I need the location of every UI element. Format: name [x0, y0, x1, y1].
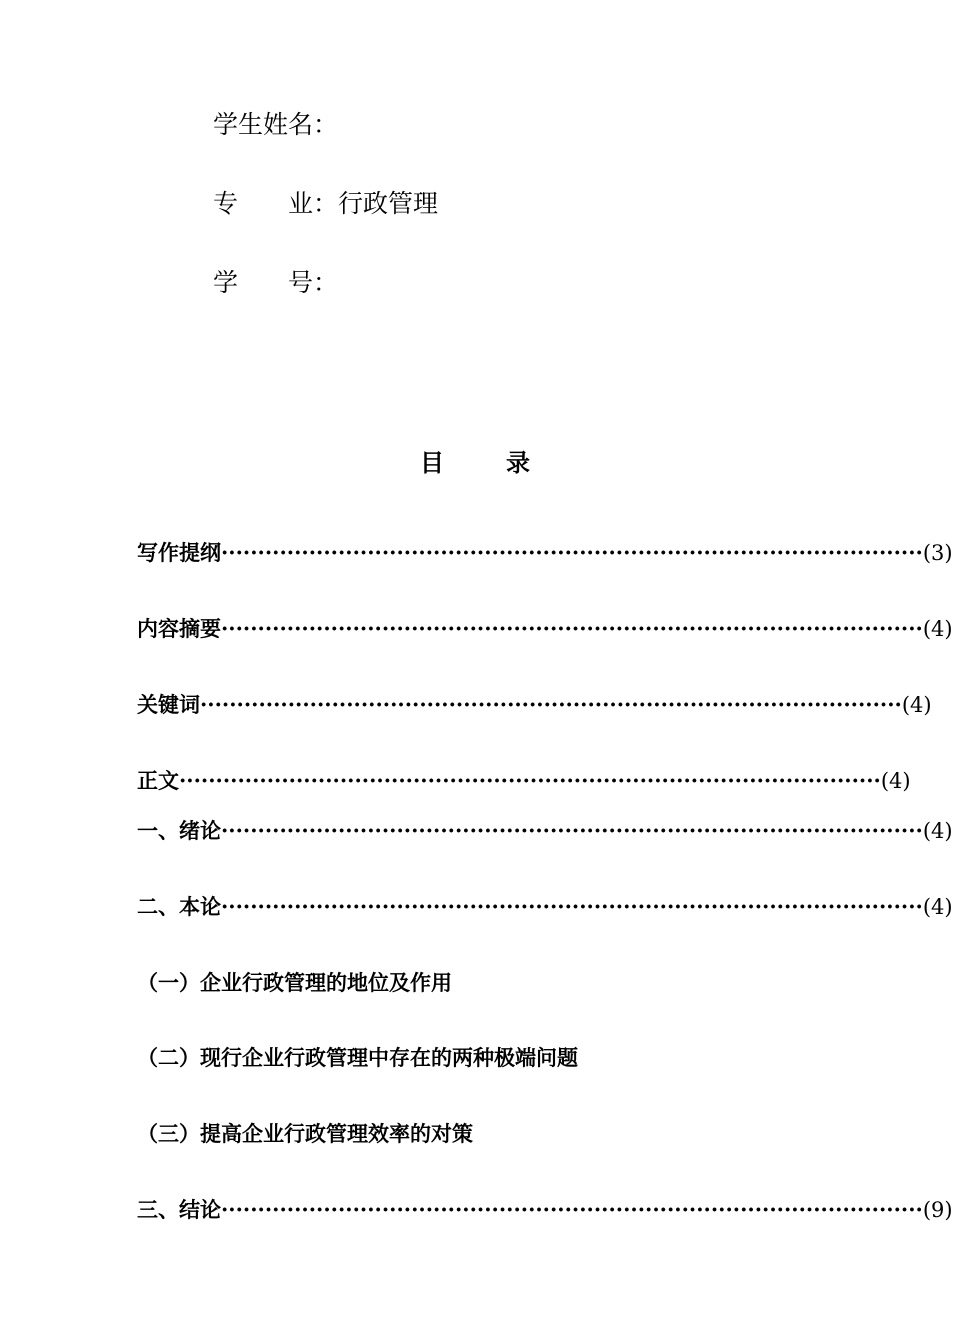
toc-leader-dots: ································································································: [221, 1197, 923, 1222]
toc-leader-dots: ································································································: [200, 692, 902, 717]
toc-entry-page: (3): [922, 541, 953, 565]
toc-entry-label: 一、绪论: [137, 818, 221, 843]
toc-entry-label: 三、结论: [137, 1197, 221, 1222]
toc-leader-dots: ································································································: [221, 616, 923, 641]
toc-entry-label: 内容摘要: [137, 616, 221, 641]
major-label: 专 业：: [213, 189, 339, 218]
toc-leader-dots: ································································································: [221, 818, 923, 843]
toc-subentry-3: （三）提高企业行政管理效率的对策: [137, 1121, 473, 1146]
toc-entry-introduction: [137, 818, 953, 844]
toc-entry-main: [137, 894, 953, 920]
toc-entry-conclusion: [137, 1197, 953, 1223]
toc-subentry-2: （二）现行企业行政管理中存在的两种极端问题: [137, 1045, 578, 1070]
toc-leader-dots: ································································································: [179, 768, 881, 793]
toc-entry-page: (4): [922, 617, 953, 641]
toc-entry-page: (4): [922, 819, 953, 843]
student-id-label: 学 号：: [213, 268, 339, 297]
toc-entry-outline: [137, 540, 953, 566]
toc-entry-page: (4): [922, 895, 953, 919]
toc-entry-label: 二、本论: [137, 894, 221, 919]
toc-entry-abstract: [137, 616, 953, 642]
toc-entry-label: 写作提纲: [137, 540, 221, 565]
toc-entry-label: 关键词: [137, 692, 200, 717]
toc-title-right: 录: [506, 448, 530, 477]
toc-leader-dots: ································································································: [221, 894, 923, 919]
major-line: [213, 189, 438, 219]
toc-leader-dots: ································································································: [221, 540, 923, 565]
toc-title: [0, 448, 950, 478]
toc-title-left: 目: [420, 448, 444, 477]
major-value: 行政管理: [338, 189, 439, 218]
toc-subentry-1: （一）企业行政管理的地位及作用: [137, 970, 452, 995]
toc-entry-page: (4): [880, 769, 911, 793]
toc-entry-label: 正文: [137, 768, 179, 793]
toc-entry-keywords: [137, 692, 932, 718]
toc-entry-page: (4): [901, 693, 932, 717]
toc-entry-body: [137, 768, 911, 794]
toc-entry-page: (9): [922, 1198, 953, 1222]
student-name-label: 学生姓名：: [213, 110, 339, 139]
